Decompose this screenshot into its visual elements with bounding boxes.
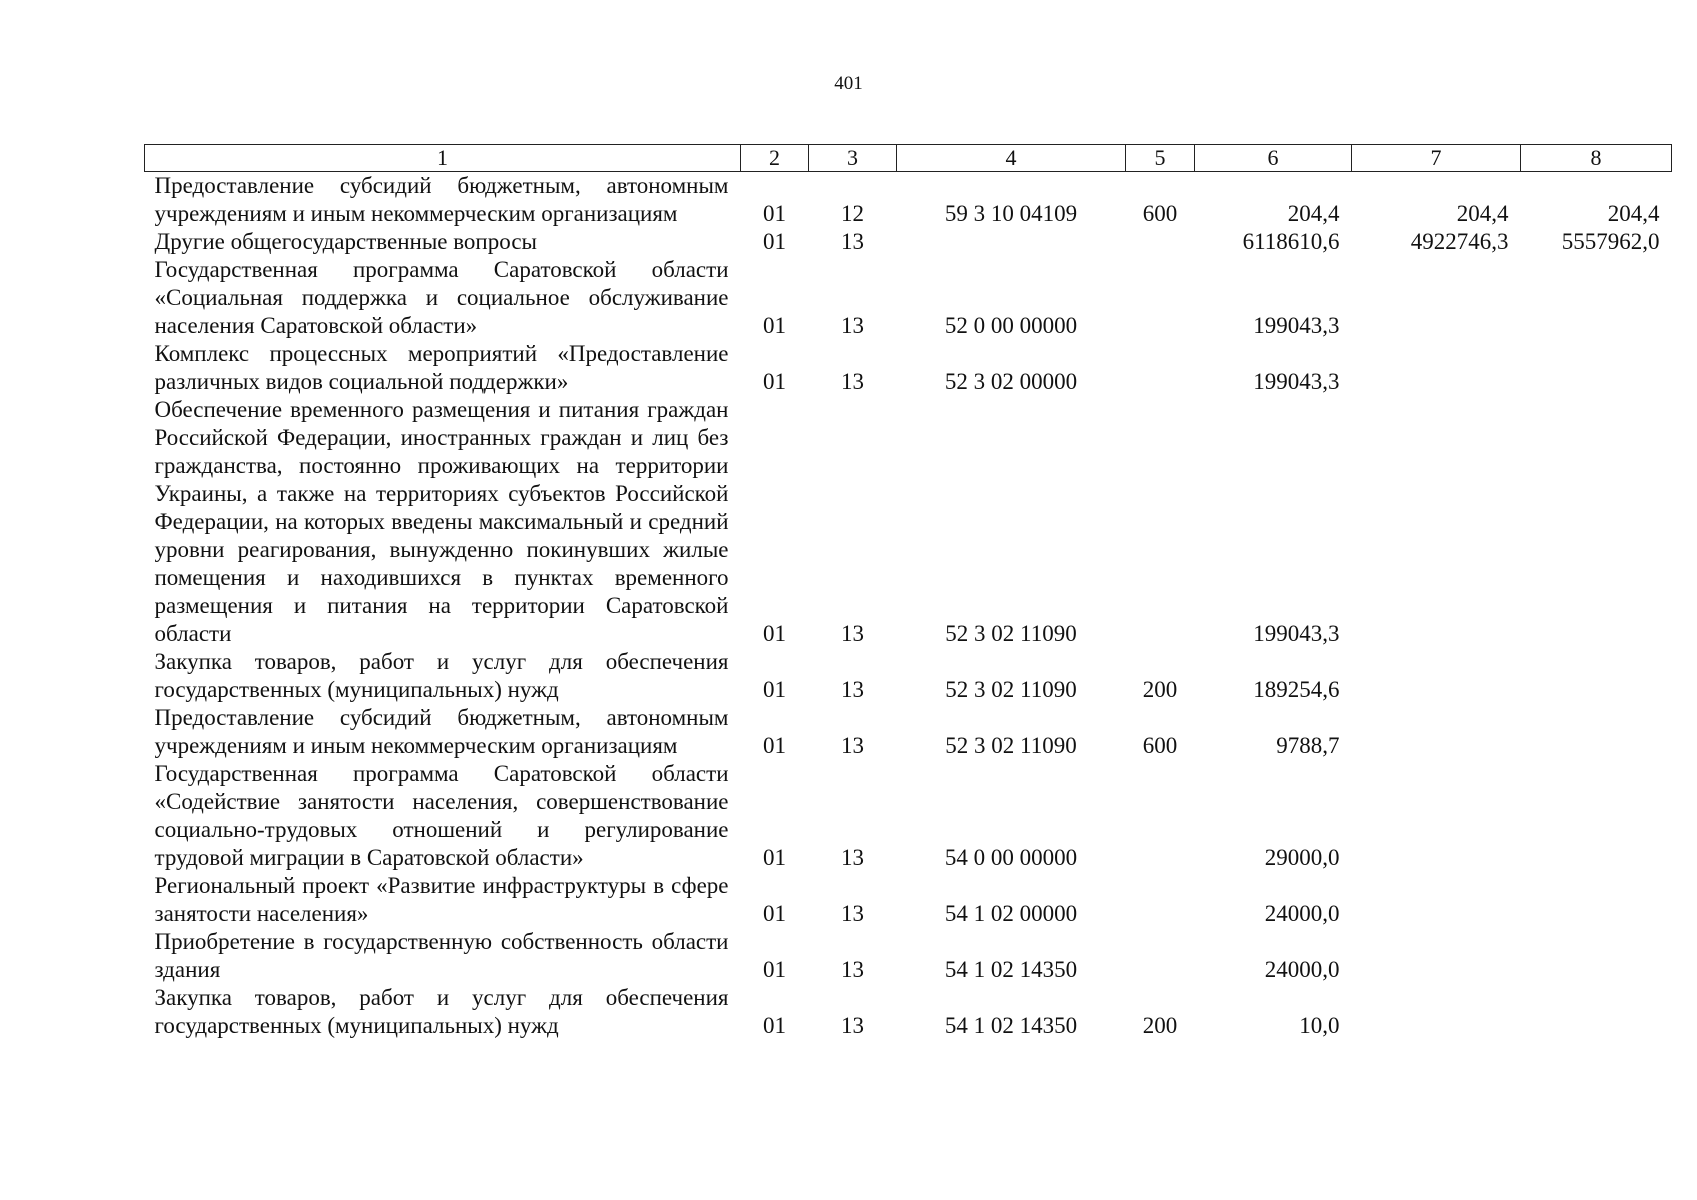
row-target-article-code: 52 0 00 00000 — [944, 313, 1078, 338]
row-amount-year-1: 199043,3 — [1253, 621, 1340, 646]
row-expense-type-code: 600 — [1142, 733, 1178, 758]
row-expense-type-code — [1126, 872, 1195, 928]
row-amount-year-1: 9788,7 — [1276, 733, 1340, 758]
row-section-code: 01 — [763, 621, 786, 646]
row-amount-year-1: 204,4 — [1287, 201, 1340, 226]
row-target-article-code: 54 1 02 14350 — [944, 1013, 1078, 1038]
row-section-code: 01 — [763, 369, 786, 394]
column-header-6: 6 — [1195, 145, 1352, 172]
row-section-code: 01 — [763, 229, 786, 254]
row-expense-type-code — [1126, 928, 1195, 984]
row-amount-year-3 — [1521, 928, 1672, 984]
row-amount-year-1: 199043,3 — [1253, 369, 1340, 394]
column-header-3: 3 — [809, 145, 897, 172]
row-section-code: 01 — [763, 901, 786, 926]
row-description: Обеспечение временного размещения и питания граждан Российской Федерации, иностранных граждан и лиц без гражданства, постоянно проживающих на территории Украины, а также на территориях субъектов Российской Федерации, на которых введены максимальный и средний уровни реагирования, вынужденно покинувших жилые помещения и находившихся в пунктах временного размещения и питания на территории Саратовской области — [154, 397, 729, 646]
row-description: Закупка товаров, работ и услуг для обеспечения государственных (муниципальных) нужд — [154, 649, 729, 702]
page-number: 401 — [834, 73, 863, 94]
row-amount-year-2 — [1352, 648, 1521, 704]
row-description: Предоставление субсидий бюджетным, автономным учреждениям и иным некоммерческим организациям — [154, 705, 729, 758]
row-amount-year-3 — [1521, 340, 1672, 396]
row-description: Региональный проект «Развитие инфраструктуры в сфере занятости населения» — [154, 873, 729, 926]
row-section-code: 01 — [763, 845, 786, 870]
row-subsection-code: 12 — [841, 201, 864, 226]
row-amount-year-3: 204,4 — [1607, 201, 1660, 226]
row-description: Комплекс процессных мероприятий «Предоставление различных видов социальной поддержки» — [154, 341, 729, 394]
row-amount-year-2 — [1352, 396, 1521, 648]
row-subsection-code: 13 — [841, 901, 864, 926]
row-amount-year-1: 189254,6 — [1253, 677, 1340, 702]
row-description: Предоставление субсидий бюджетным, автономным учреждениям и иным некоммерческим организациям — [154, 173, 729, 226]
table-row — [145, 928, 1672, 984]
row-subsection-code: 13 — [841, 677, 864, 702]
row-amount-year-2 — [1352, 872, 1521, 928]
table-row — [145, 228, 1672, 256]
row-target-article-code: 59 3 10 04109 — [944, 201, 1078, 226]
row-description: Государственная программа Саратовской области «Социальная поддержка и социальное обслуживание населения Саратовской области» — [154, 257, 729, 338]
column-header-2: 2 — [741, 145, 809, 172]
row-amount-year-3 — [1521, 872, 1672, 928]
table-row — [145, 704, 1672, 760]
row-subsection-code: 13 — [841, 957, 864, 982]
row-amount-year-2: 4922746,3 — [1410, 229, 1509, 254]
column-header-1: 1 — [145, 145, 741, 172]
row-target-article-code: 52 3 02 11090 — [945, 733, 1077, 758]
row-amount-year-1: 24000,0 — [1264, 901, 1340, 926]
table-body — [145, 172, 1672, 1041]
header-row — [145, 145, 1672, 172]
row-amount-year-1: 24000,0 — [1264, 957, 1340, 982]
row-target-article-code: 52 3 02 11090 — [945, 677, 1077, 702]
row-amount-year-1: 6118610,6 — [1242, 229, 1340, 254]
table-row — [145, 648, 1672, 704]
row-target-article-code — [897, 228, 1126, 256]
row-subsection-code: 13 — [841, 733, 864, 758]
column-header-5: 5 — [1126, 145, 1195, 172]
row-amount-year-2 — [1352, 256, 1521, 340]
row-subsection-code: 13 — [841, 369, 864, 394]
table-row — [145, 172, 1672, 229]
row-amount-year-2: 204,4 — [1456, 201, 1509, 226]
table-row — [145, 872, 1672, 928]
table-row — [145, 340, 1672, 396]
row-section-code: 01 — [763, 957, 786, 982]
row-expense-type-code — [1126, 340, 1195, 396]
row-expense-type-code: 600 — [1142, 201, 1178, 226]
row-section-code: 01 — [763, 1013, 786, 1038]
row-expense-type-code: 200 — [1142, 1013, 1178, 1038]
row-amount-year-2 — [1352, 760, 1521, 872]
row-description: Приобретение в государственную собственность области здания — [154, 929, 729, 982]
column-header-4: 4 — [897, 145, 1126, 172]
row-target-article-code: 54 1 02 00000 — [944, 901, 1078, 926]
row-description: Государственная программа Саратовской области «Содействие занятости населения, совершенствование социально-трудовых отношений и регулирование трудовой миграции в Саратовской области» — [154, 761, 729, 870]
row-amount-year-3 — [1521, 256, 1672, 340]
row-section-code: 01 — [763, 677, 786, 702]
row-target-article-code: 52 3 02 11090 — [945, 621, 1077, 646]
row-amount-year-1: 29000,0 — [1264, 845, 1340, 870]
table-row — [145, 984, 1672, 1040]
row-description: Другие общегосударственные вопросы — [154, 229, 537, 254]
row-section-code: 01 — [763, 313, 786, 338]
row-amount-year-3 — [1521, 396, 1672, 648]
row-description: Закупка товаров, работ и услуг для обеспечения государственных (муниципальных) нужд — [154, 985, 729, 1038]
table-row — [145, 396, 1672, 648]
row-amount-year-3 — [1521, 648, 1672, 704]
row-target-article-code: 54 0 00 00000 — [944, 845, 1078, 870]
row-section-code: 01 — [763, 201, 786, 226]
row-amount-year-2 — [1352, 984, 1521, 1040]
row-target-article-code: 54 1 02 14350 — [944, 957, 1078, 982]
row-expense-type-code: 200 — [1142, 677, 1178, 702]
row-subsection-code: 13 — [841, 1013, 864, 1038]
row-section-code: 01 — [763, 733, 786, 758]
row-amount-year-2 — [1352, 704, 1521, 760]
row-subsection-code: 13 — [841, 229, 864, 254]
row-amount-year-2 — [1352, 928, 1521, 984]
row-subsection-code: 13 — [841, 845, 864, 870]
row-amount-year-1: 199043,3 — [1253, 313, 1340, 338]
row-expense-type-code — [1126, 760, 1195, 872]
row-expense-type-code — [1126, 256, 1195, 340]
row-expense-type-code — [1126, 228, 1195, 256]
table-row — [145, 760, 1672, 872]
column-header-7: 7 — [1352, 145, 1521, 172]
row-subsection-code: 13 — [841, 621, 864, 646]
row-amount-year-3 — [1521, 984, 1672, 1040]
table-row — [145, 256, 1672, 340]
row-expense-type-code — [1126, 396, 1195, 648]
row-amount-year-3 — [1521, 704, 1672, 760]
row-amount-year-3: 5557962,0 — [1561, 229, 1660, 254]
row-amount-year-1: 10,0 — [1299, 1013, 1340, 1038]
column-header-8: 8 — [1521, 145, 1672, 172]
row-target-article-code: 52 3 02 00000 — [944, 369, 1078, 394]
row-subsection-code: 13 — [841, 313, 864, 338]
row-amount-year-3 — [1521, 760, 1672, 872]
budget-table — [144, 144, 1672, 1040]
row-amount-year-2 — [1352, 340, 1521, 396]
